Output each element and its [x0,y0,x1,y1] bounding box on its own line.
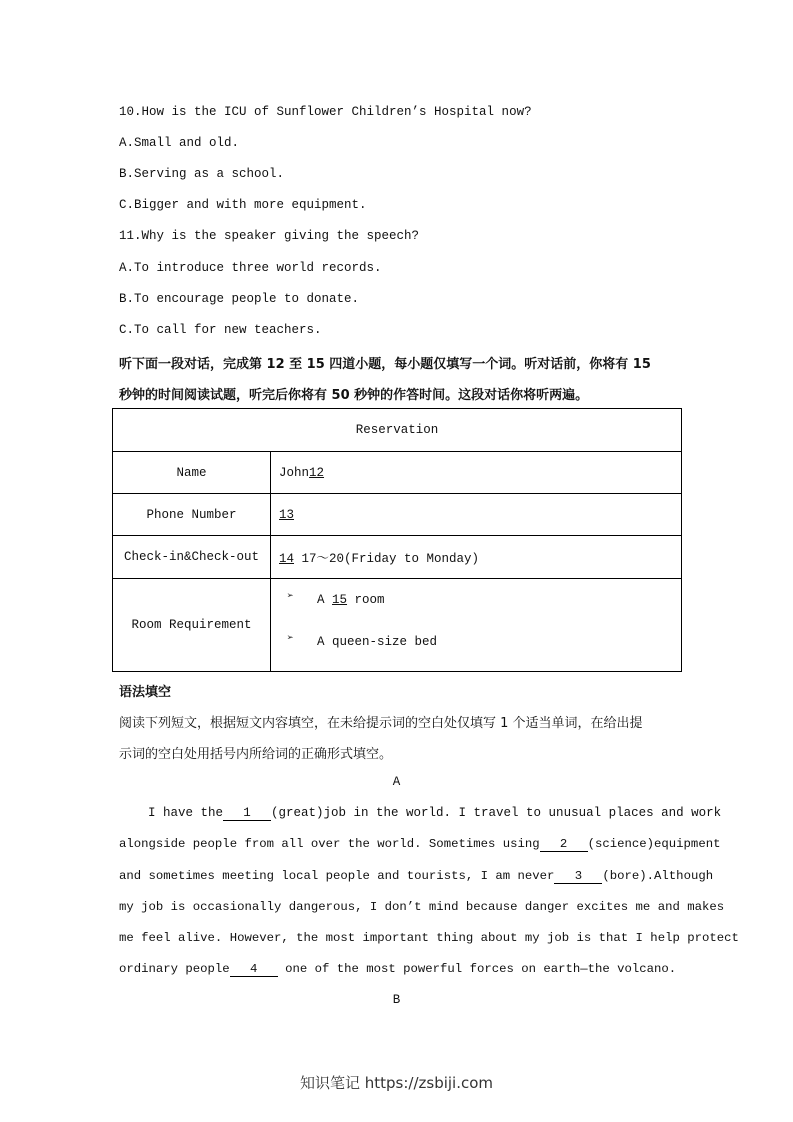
option-11c: C.To call for new teachers. [119,323,322,337]
option-10b: B.Serving as a school. [119,167,285,181]
room-item-1-post: room [347,593,385,607]
check-label: Check-in&Check-out [113,536,271,579]
section-a-heading: A [392,775,401,789]
passage-line-5: me feel alive. However, the most important thing about my job is that I help protect [119,931,739,945]
option-10c: C.Bigger and with more equipment. [119,198,367,212]
footer-watermark: 知识笔记 https://zsbiji.com [299,1074,494,1092]
name-cell [271,452,682,494]
reservation-table [112,408,682,672]
option-10a: A.Small and old. [119,136,240,150]
passage-text: and sometimes meeting local people and tourists, I am never [119,869,555,883]
grammar-heading: 语法填空 [119,685,172,700]
room-cell [271,579,682,672]
blank-12: 12 [309,465,325,480]
listening-instruction-line2: 秒钟的时间阅读试题，听完后你将有 50 秒钟的作答时间。这段对话你将听两遍。 [119,388,589,403]
option-11b: B.To encourage people to donate. [119,292,360,306]
blank-1: 1 [223,807,271,821]
passage-line-1 [148,806,722,821]
check-value: 17～20(Friday to Monday) [294,552,480,566]
listening-instruction-line1: 听下面一段对话，完成第 12 至 15 四道小题，每小题仅填写一个词。听对话前，你将有 15 [119,357,651,372]
passage-text: (great)job in the world. I travel to unusual places and work [271,806,722,820]
passage-text: ordinary people [119,962,230,976]
grammar-instruction-line1: 阅读下列短文，根据短文内容填空，在未给提示词的空白处仅填写 1 个适当单词，在给出提 [119,716,643,731]
arrow-bullet-icon: ➢ [287,633,294,645]
blank-4: 4 [230,963,278,977]
section-b-heading: B [392,993,401,1007]
room-label: Room Requirement [113,579,271,672]
passage-line-4: my job is occasionally dangerous, I don’t mind because danger excites me and makes [119,900,725,914]
question-11: 11.Why is the speaker giving the speech? [119,229,420,243]
arrow-bullet-icon: ➢ [287,591,294,603]
check-cell [271,536,682,579]
blank-15: 15 [332,593,348,607]
blank-13: 13 [279,507,295,522]
name-label: Name [113,452,271,494]
blank-2: 2 [540,838,588,852]
room-item-1-pre: A [317,593,333,607]
name-value: John [279,465,310,480]
option-11a: A.To introduce three world records. [119,261,382,275]
passage-line-2 [119,837,721,852]
grammar-instruction-line2: 示词的空白处用括号内所给词的正确形式填空。 [119,747,393,762]
room-item-2 [279,625,673,667]
passage-text: one of the most powerful forces on earth—the volcano. [277,962,677,976]
room-item-2-text: A queen-size bed [317,635,438,649]
phone-cell [271,494,682,536]
passage-text: (science)equipment [587,837,721,851]
table-title: Reservation [113,409,682,452]
passage-line-6 [119,962,675,977]
room-item-1 [279,583,673,625]
passage-text: I have the [148,806,224,820]
passage-line-3 [119,869,714,884]
question-10: 10.How is the ICU of Sunflower Children’s Hospital now? [119,105,532,119]
blank-3: 3 [554,870,602,884]
phone-label: Phone Number [113,494,271,536]
passage-text: (bore).Although [602,869,714,883]
passage-text: alongside people from all over the world. Sometimes using [119,837,540,851]
blank-14: 14 [279,552,295,566]
